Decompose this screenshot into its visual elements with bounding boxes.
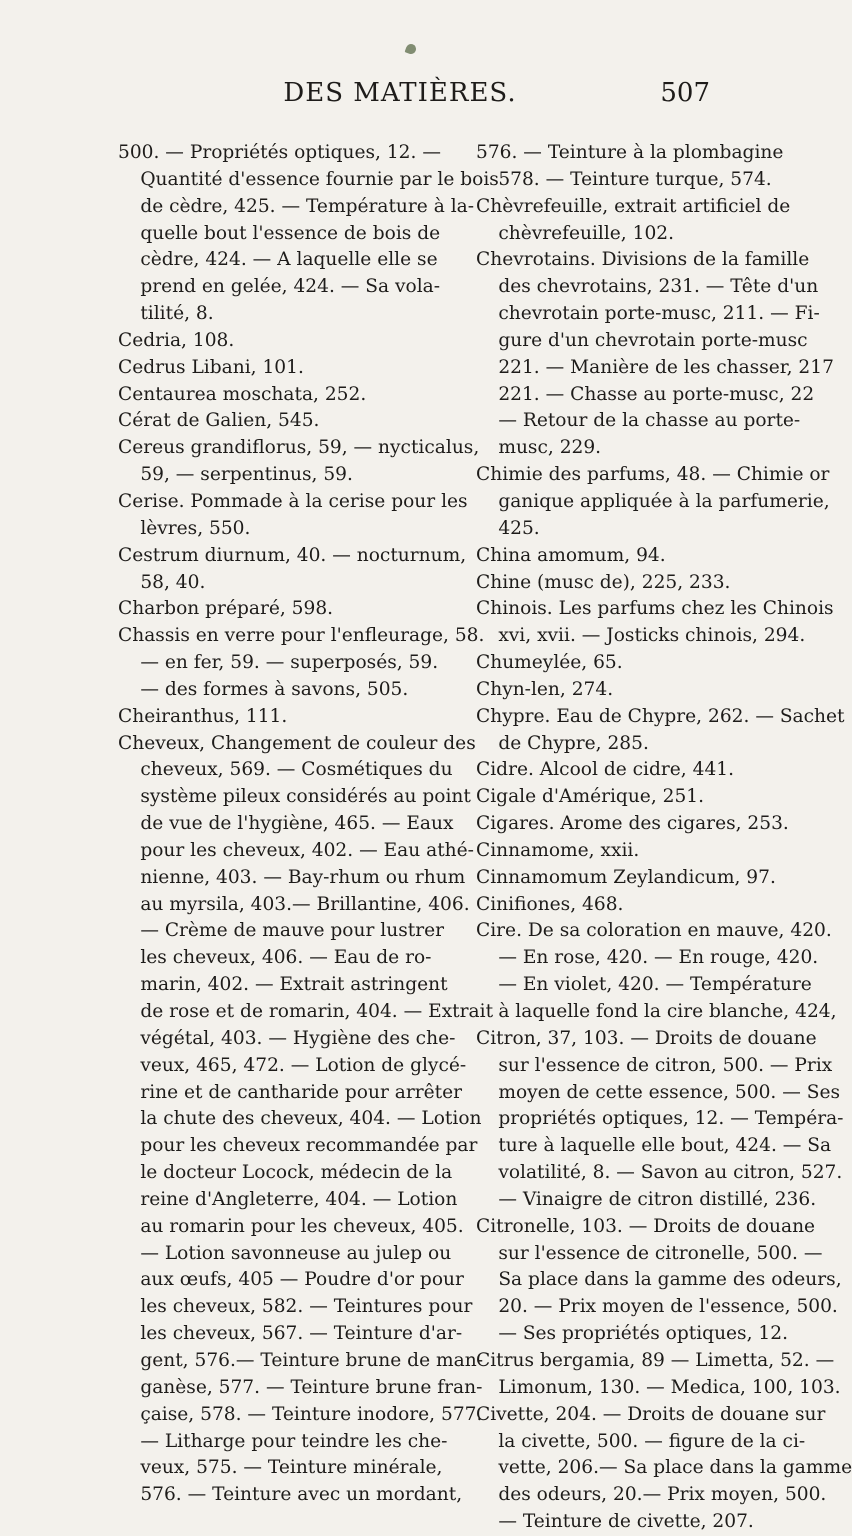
index-entry (476, 247, 834, 462)
index-line: marin, 402. — Extrait astringent (140, 974, 448, 996)
index-line: — En rose, 420. — En rouge, 420. (498, 947, 819, 969)
index-entry (476, 462, 830, 543)
index-entry (476, 650, 794, 677)
index-line: Cedria, 108. (118, 329, 235, 351)
index-entry (118, 435, 480, 489)
index-line: chevrotain porte-musc, 211. — Fi- (498, 303, 820, 325)
index-line: les cheveux, 582. — Teintures pour (140, 1296, 473, 1318)
index-entry (476, 918, 837, 1025)
index-line: Cerise. Pommade à la cerise pour les (118, 490, 468, 512)
index-line: système pileux considérés au point (140, 786, 471, 808)
index-entry (476, 1026, 844, 1214)
index-line: tilité, 8. (140, 303, 214, 325)
index-line: Chèvrefeuille, extrait artificiel de (476, 195, 791, 217)
index-entry (476, 140, 794, 194)
index-line: — Retour de la chasse au porte- (498, 410, 801, 432)
index-line: Cestrum diurnum, 40. — nocturnum, (118, 544, 467, 566)
index-line: — Teinture de civette, 207. (498, 1511, 754, 1533)
index-line: les cheveux, 567. — Teinture d'ar- (140, 1323, 463, 1345)
index-line: veux, 465, 472. — Lotion de glycé- (140, 1054, 467, 1076)
index-entry (476, 1402, 852, 1536)
index-entry (118, 355, 448, 382)
page-header (0, 72, 800, 112)
index-entry (476, 811, 794, 838)
index-entry (118, 731, 494, 1509)
index-line: Chassis en verre pour l'enfleurage, 58. (118, 625, 485, 647)
index-line: veux, 575. — Teinture minérale, (140, 1457, 443, 1479)
index-line: moyen de cette essence, 500. — Ses (498, 1081, 841, 1103)
index-line: au romarin pour les cheveux, 405. (140, 1215, 464, 1237)
index-line: Centaurea moschata, 252. (118, 383, 367, 405)
index-entry (476, 543, 794, 570)
index-line: de rose et de romarin, 404. — Extrait (140, 1001, 494, 1022)
index-line: China amomum, 94. (476, 544, 666, 566)
index-line: de cèdre, 425. — Température à la- (140, 195, 475, 217)
index-line: — Ses propriétés optiques, 12. (498, 1323, 788, 1345)
index-entry (118, 408, 448, 435)
index-line: Charbon préparé, 598. (118, 598, 334, 620)
index-line: Cinnamome, xxii. (476, 839, 640, 861)
index-line: la chute des cheveux, 404. — Lotion (140, 1108, 482, 1130)
index-entry (118, 489, 468, 543)
index-line: Cedrus Libani, 101. (118, 356, 304, 378)
index-line: 578. — Teinture turque, 574. (498, 168, 772, 190)
index-line: — des formes à savons, 505. (140, 678, 409, 700)
index-line: Civette, 204. — Droits de douane sur (476, 1403, 826, 1425)
index-entry (476, 892, 794, 919)
index-line: Cire. De sa coloration en mauve, 420. (476, 920, 832, 942)
index-line: — Crème de mauve pour lustrer (140, 920, 444, 942)
index-line: Citronelle, 103. — Droits de douane (476, 1215, 816, 1237)
index-line: 221. — Chasse au porte-musc, 22 (498, 383, 815, 405)
index-line: — en fer, 59. — superposés, 59. (140, 652, 439, 674)
index-line: des chevrotains, 231. — Tête d'un (498, 276, 819, 298)
index-entry (476, 194, 794, 248)
index-entry (118, 382, 448, 409)
index-line: Quantité d'essence fournie par le bois (140, 168, 499, 190)
index-line: Sa place dans la gamme des odeurs, (498, 1269, 842, 1291)
index-line: quelle bout l'essence de bois de (140, 222, 441, 244)
index-line: 576. — Teinture avec un mordant, (140, 1484, 463, 1506)
index-line: pour les cheveux, 402. — Eau athé- (140, 839, 474, 861)
index-line: Cigale d'Amérique, 251. (476, 786, 705, 808)
index-line: 58, 40. (140, 571, 206, 593)
index-line: au myrsila, 403.— Brillantine, 406. (140, 893, 470, 915)
page-number: 507 (660, 78, 710, 108)
index-line: pour les cheveux recommandée par (140, 1135, 478, 1157)
index-line: la civette, 500. — figure de la ci- (498, 1430, 806, 1452)
index-line: 20. — Prix moyen de l'essence, 500. (498, 1296, 838, 1318)
index-line: Chyn-len, 274. (476, 678, 614, 700)
index-line: de vue de l'hygiène, 465. — Eaux (140, 813, 454, 835)
index-line: le docteur Locock, médecin de la (140, 1162, 453, 1184)
index-line: 425. (498, 517, 540, 539)
index-line: Chine (musc de), 225, 233. (476, 571, 731, 593)
index-line: ganique appliquée à la parfumerie, (498, 490, 830, 512)
index-entry (476, 570, 794, 597)
index-line: Chimie des parfums, 48. — Chimie or (476, 464, 830, 486)
index-line: lèvres, 550. (140, 517, 251, 539)
index-line: prend en gelée, 424. — Sa vola- (140, 276, 441, 298)
index-line: Citron, 37, 103. — Droits de douane (476, 1027, 817, 1049)
index-entry (476, 704, 845, 758)
index-line: Cheveux, Changement de couleur des (118, 732, 476, 754)
index-line: ture à laquelle elle bout, 424. — Sa (498, 1135, 832, 1157)
index-line: çaise, 578. — Teinture inodore, 577. (140, 1403, 483, 1425)
index-line: végétal, 403. — Hygiène des che- (140, 1027, 456, 1049)
index-line: Citrus bergamia, 89 — Limetta, 52. — (476, 1349, 835, 1371)
index-line: — Lotion savonneuse au julep ou (140, 1242, 452, 1264)
index-line: Chinois. Les parfums chez les Chinois (476, 598, 834, 620)
index-line: Cereus grandiflorus, 59, — nycticalus, (118, 437, 480, 459)
index-line: — Litharge pour teindre les che- (140, 1430, 448, 1452)
index-entry (118, 543, 467, 597)
left-column (118, 140, 499, 1509)
index-line: gent, 576.— Teinture brune de man- (140, 1349, 483, 1371)
index-line: à laquelle fond la cire blanche, 424, (498, 1001, 837, 1022)
index-line: ganèse, 577. — Teinture brune fran- (140, 1376, 483, 1398)
index-line: 59, — serpentinus, 59. (140, 464, 353, 486)
index-line: 221. — Manière de les chasser, 217 (498, 356, 834, 378)
index-line: Chevrotains. Divisions de la famille (476, 249, 810, 271)
index-line: — En violet, 420. — Température (498, 974, 812, 996)
index-entry (476, 865, 794, 892)
index-line: reine d'Angleterre, 404. — Lotion (140, 1188, 458, 1210)
index-line: 500. — Propriétés optiques, 12. — (118, 142, 441, 163)
index-line: cheveux, 569. — Cosmétiques du (140, 759, 453, 781)
index-entry (476, 838, 794, 865)
ink-stain (405, 43, 418, 56)
index-line: propriétés optiques, 12. — Tempéra- (498, 1108, 844, 1130)
index-line: chèvrefeuille, 102. (498, 222, 675, 244)
index-entry (476, 784, 794, 811)
index-entry (118, 140, 499, 328)
index-entry (118, 623, 485, 704)
index-entry (476, 1214, 842, 1348)
index-entry (476, 596, 834, 650)
index-line: de Chypre, 285. (498, 732, 649, 754)
index-line: Cigares. Arome des cigares, 253. (476, 813, 789, 835)
index-line: musc, 229. (498, 437, 602, 459)
index-line: Cinnamomum Zeylandicum, 97. (476, 866, 776, 888)
index-entry (118, 704, 448, 731)
index-line: nienne, 403. — Bay-rhum ou rhum (140, 866, 466, 888)
index-line: Cinifiones, 468. (476, 893, 624, 915)
index-entry (118, 328, 448, 355)
index-line: les cheveux, 406. — Eau de ro- (140, 947, 432, 969)
index-line: sur l'essence de citronelle, 500. — (498, 1242, 823, 1264)
index-line: — Vinaigre de citron distillé, 236. (498, 1188, 817, 1210)
index-line: sur l'essence de citron, 500. — Prix (498, 1054, 833, 1076)
index-line: Cérat de Galien, 545. (118, 410, 320, 432)
index-line: xvi, xvii. — Josticks chinois, 294. (498, 625, 806, 647)
index-entry (476, 757, 794, 784)
index-entry (476, 1348, 841, 1402)
index-line: des odeurs, 20.— Prix moyen, 500. (498, 1484, 827, 1506)
right-column (476, 140, 852, 1536)
index-line: vette, 206.— Sa place dans la gamme (498, 1457, 852, 1479)
running-title: DES MATIÈRES. (283, 78, 517, 108)
index-line: Limonum, 130. — Medica, 100, 103. (498, 1376, 841, 1398)
index-line: Chumeylée, 65. (476, 652, 623, 674)
index-line: gure d'un chevrotain porte-musc (498, 329, 808, 351)
index-line: volatilité, 8. — Savon au citron, 527. (498, 1162, 843, 1184)
index-line: Chypre. Eau de Chypre, 262. — Sachet (476, 705, 845, 727)
index-line: cèdre, 424. — A laquelle elle se (140, 249, 438, 271)
index-line: 576. — Teinture à la plombagine (476, 142, 784, 163)
index-line: aux œufs, 405 — Poudre d'or pour (140, 1269, 464, 1291)
index-line: rine et de cantharide pour arrêter (140, 1081, 462, 1103)
index-entry (118, 596, 448, 623)
index-line: Cheiranthus, 111. (118, 705, 288, 727)
index-line: Cidre. Alcool de cidre, 441. (476, 759, 735, 781)
index-entry (476, 677, 794, 704)
